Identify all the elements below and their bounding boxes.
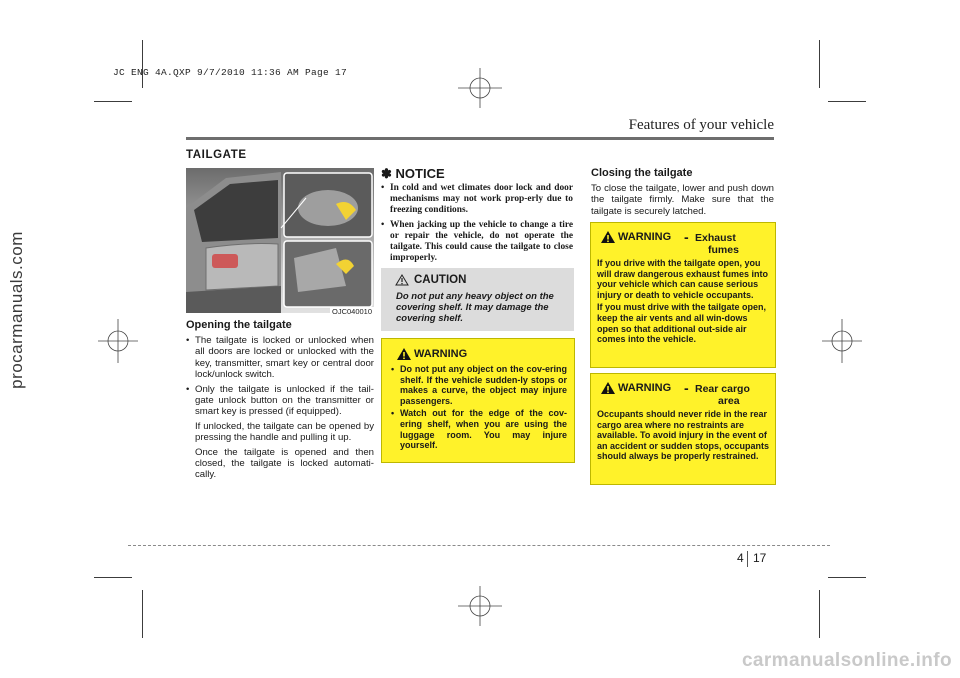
page-chapter: 4: [737, 551, 744, 565]
warning-exhaust-text: [597, 258, 770, 345]
warning-cargo-dash: -: [684, 380, 689, 396]
caution-triangle-icon: [395, 274, 409, 286]
warning-shelf-text: [391, 364, 567, 454]
warning-triangle-icon: [396, 347, 412, 361]
notice-bullet: • In cold and wet climates door lock and door mechanisms may not work prop-erly due to freezing conditions.: [381, 183, 573, 217]
notice-title-text: NOTICE: [395, 166, 445, 181]
page-number-divider: [747, 551, 748, 567]
opening-bullet: • The tailgate is locked or unlocked when all doors are locked or unlocked with the key, transmitter, smart key or central door lock/unlock switch.: [186, 335, 374, 381]
warning-exhaust-title: WARNING: [618, 231, 672, 243]
photo-code: OJC040010: [332, 307, 373, 316]
warning-cargo-box: [590, 373, 776, 485]
warning-exhaust-dash: -: [684, 229, 689, 245]
watermark-bottom: carmanualsonline.info: [741, 650, 952, 671]
print-slug: JC ENG 4A.QXP 9/7/2010 11:36 AM Page 17: [113, 67, 348, 78]
registration-mark-right: [820, 317, 864, 365]
opening-subheading: Opening the tailgate: [186, 319, 292, 331]
caution-text: Do not put any heavy object on the covering shelf. It may damage the covering shelf.: [396, 291, 554, 324]
warning-cargo-text: Occupants should never ride in the rear cargo area where no restraints are available. To avoid injury in the event of an accident or sudden stops, occupants should always be properly restrained.: [597, 409, 770, 462]
notice-symbol-icon: ✽: [381, 166, 392, 181]
closing-subheading: Closing the tailgate: [591, 167, 693, 179]
page-number: 17: [753, 551, 767, 565]
warning-shelf-bullet: • Do not put any object on the cov-ering shelf. If the vehicle sudden-ly stops or makes a curve, the object may injure passengers.: [391, 364, 567, 406]
warning-exhaust-subject: Exhaust: [695, 232, 736, 244]
warning-shelf-bullet: • Watch out for the edge of the cov-ering shelf, when you are using the luggage room. You may injure yourself.: [391, 408, 567, 450]
registration-mark-top: [456, 66, 504, 110]
title-rule: [186, 137, 774, 140]
warning-cargo-title: WARNING: [618, 382, 672, 394]
registration-mark-left: [96, 317, 140, 365]
notice-bullet: • When jacking up the vehicle to change a tire or repair the vehicle, do not operate the tailgate. This could cause the tailgate to close improperly.: [381, 220, 573, 265]
caution-box: [381, 268, 574, 331]
warning-shelf-title: WARNING: [414, 348, 468, 360]
warning-triangle-icon: [600, 230, 616, 244]
notice-title: [381, 166, 445, 182]
footer-rule: [128, 545, 830, 546]
opening-text: [186, 335, 374, 484]
warning-exhaust-paragraph: If you must drive with the tailgate open, keep the air vents and all win-dows open so that additional out-side air comes into the vehicle.: [597, 302, 767, 345]
opening-paragraph: Once the tailgate is opened and then closed, the tailgate is locked automati-cally.: [195, 446, 374, 481]
warning-exhaust-subject: fumes: [708, 244, 739, 256]
warning-shelf-box: [381, 338, 575, 463]
notice-body: [381, 183, 573, 267]
tailgate-illustration: [186, 168, 374, 313]
opening-bullet: • Only the tailgate is unlocked if the tail-gate unlock button on the transmitter or smart key is pressed (if equipped).: [186, 384, 374, 418]
closing-text: To close the tailgate, lower and push down the tailgate firmly. Make sure that the tailgate is securely latched.: [591, 183, 774, 217]
registration-mark-bottom: [456, 584, 504, 628]
car-rear-drawing: [186, 168, 374, 313]
warning-cargo-subject: Rear cargo: [695, 383, 750, 395]
warning-cargo-subject: area: [718, 395, 740, 407]
section-title: Features of your vehicle: [628, 117, 774, 133]
warning-exhaust-box: [590, 222, 776, 368]
warning-triangle-icon: [600, 381, 616, 395]
caution-title: CAUTION: [414, 274, 467, 286]
tailgate-heading: TAILGATE: [186, 149, 247, 161]
warning-exhaust-paragraph: If you drive with the tailgate open, you will draw dangerous exhaust fumes into your vehicle which can cause serious injury or death to vehicle occupants.: [597, 258, 769, 300]
opening-paragraph: If unlocked, the tailgate can be opened by pressing the handle and pulling it up.: [195, 420, 374, 444]
watermark-side: procarmanuals.com: [6, 231, 26, 389]
